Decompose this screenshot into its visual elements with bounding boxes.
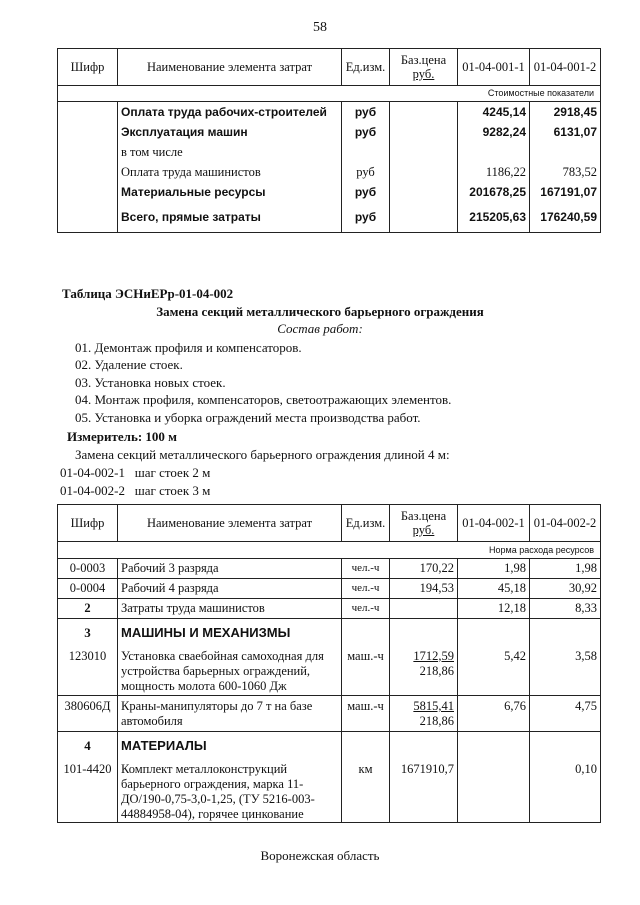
header-unit: Ед.изм. — [342, 49, 390, 86]
header-code: Шифр — [58, 505, 118, 542]
work-item: 04. Монтаж профиля, компенсаторов, светоотражающих элементов. — [75, 392, 452, 407]
table-row: Материальные ресурсы руб 201678,25 167191,07 — [58, 182, 601, 202]
table-caption: Стоимостные показатели — [58, 86, 601, 102]
footer-region: Воронежская область — [260, 848, 380, 863]
table-row: в том числе — [58, 142, 601, 162]
variant-1: 01-04-002-1 шаг стоек 2 м — [60, 465, 211, 480]
work-composition-title: Состав работ: — [277, 321, 363, 336]
header-col2: 01-04-001-2 — [530, 49, 601, 86]
table-row: 2 Затраты труда машинистов чел.-ч 12,18 8,33 — [58, 599, 601, 619]
table-row: Оплата труда рабочих-строителей руб 4245,14 2918,45 — [58, 102, 601, 123]
table-row: Эксплуатация машин руб 9282,24 6131,07 — [58, 122, 601, 142]
table-caption-row — [58, 542, 601, 559]
resource-table — [57, 504, 601, 823]
table-caption-row — [58, 86, 601, 102]
page-number: 58 — [313, 20, 327, 35]
header-base-price: Баз.цена руб. — [390, 49, 458, 86]
variant-2: 01-04-002-2 шаг стоек 3 м — [60, 483, 211, 498]
work-item: 02. Удаление стоек. — [75, 357, 183, 372]
header-code: Шифр — [58, 49, 118, 86]
section-title: Замена секций металлического барьерного ограждения — [156, 304, 484, 319]
measure-description: Замена секций металлического барьерного ограждения длиной 4 м: — [75, 447, 450, 462]
header-col2: 01-04-002-2 — [530, 505, 601, 542]
table-row: 380606Д Краны-манипуляторы до 7 т на базе автомобиля маш.-ч 5815,41 218,86 6,76 4,75 — [58, 696, 601, 732]
table-row: Всего, прямые затраты руб 215205,63 176240,59 — [58, 202, 601, 233]
header-name: Наименование элемента затрат — [118, 49, 342, 86]
table-row: Оплата труда машинистов руб 1186,22 783,52 — [58, 162, 601, 182]
table-header — [58, 505, 601, 542]
work-item: 01. Демонтаж профиля и компенсаторов. — [75, 340, 302, 355]
table-row: 101-4420 Комплект металлоконструкций барьерного ограждения, марка 11- ДО/190-0,75-3,0-1,25, (ТУ 5216-003- 44884958-04), горячее цинкование км 1671910,7 0,10 — [58, 759, 601, 823]
table-row: 123010 Установка сваебойная самоходная для устройства барьерных ограждений, мощность молота 600-1060 Дж маш.-ч 1712,59 218,86 5,42 3,58 — [58, 646, 601, 696]
table-header — [58, 49, 601, 86]
table-row: 0-0003 Рабочий 3 разряда чел.-ч 170,22 1,98 1,98 — [58, 559, 601, 579]
header-unit: Ед.изм. — [342, 505, 390, 542]
measure: Измеритель: 100 м — [67, 429, 178, 444]
section-row: 4 МАТЕРИАЛЫ — [58, 732, 601, 759]
header-name: Наименование элемента затрат — [118, 505, 342, 542]
cost-table — [57, 48, 601, 233]
table-title: Таблица ЭСНиЕРр-01-04-002 — [62, 286, 234, 301]
header-col1: 01-04-002-1 — [458, 505, 530, 542]
work-item: 03. Установка новых стоек. — [75, 375, 226, 390]
section-row: 3 МАШИНЫ И МЕХАНИЗМЫ — [58, 619, 601, 646]
header-base-price: Баз.цена руб. — [390, 505, 458, 542]
header-col1: 01-04-001-1 — [458, 49, 530, 86]
table-row: 0-0004 Рабочий 4 разряда чел.-ч 194,53 45,18 30,92 — [58, 579, 601, 599]
table-caption: Норма расхода ресурсов — [58, 542, 601, 559]
work-item: 05. Установка и уборка ограждений места производства работ. — [75, 410, 421, 425]
